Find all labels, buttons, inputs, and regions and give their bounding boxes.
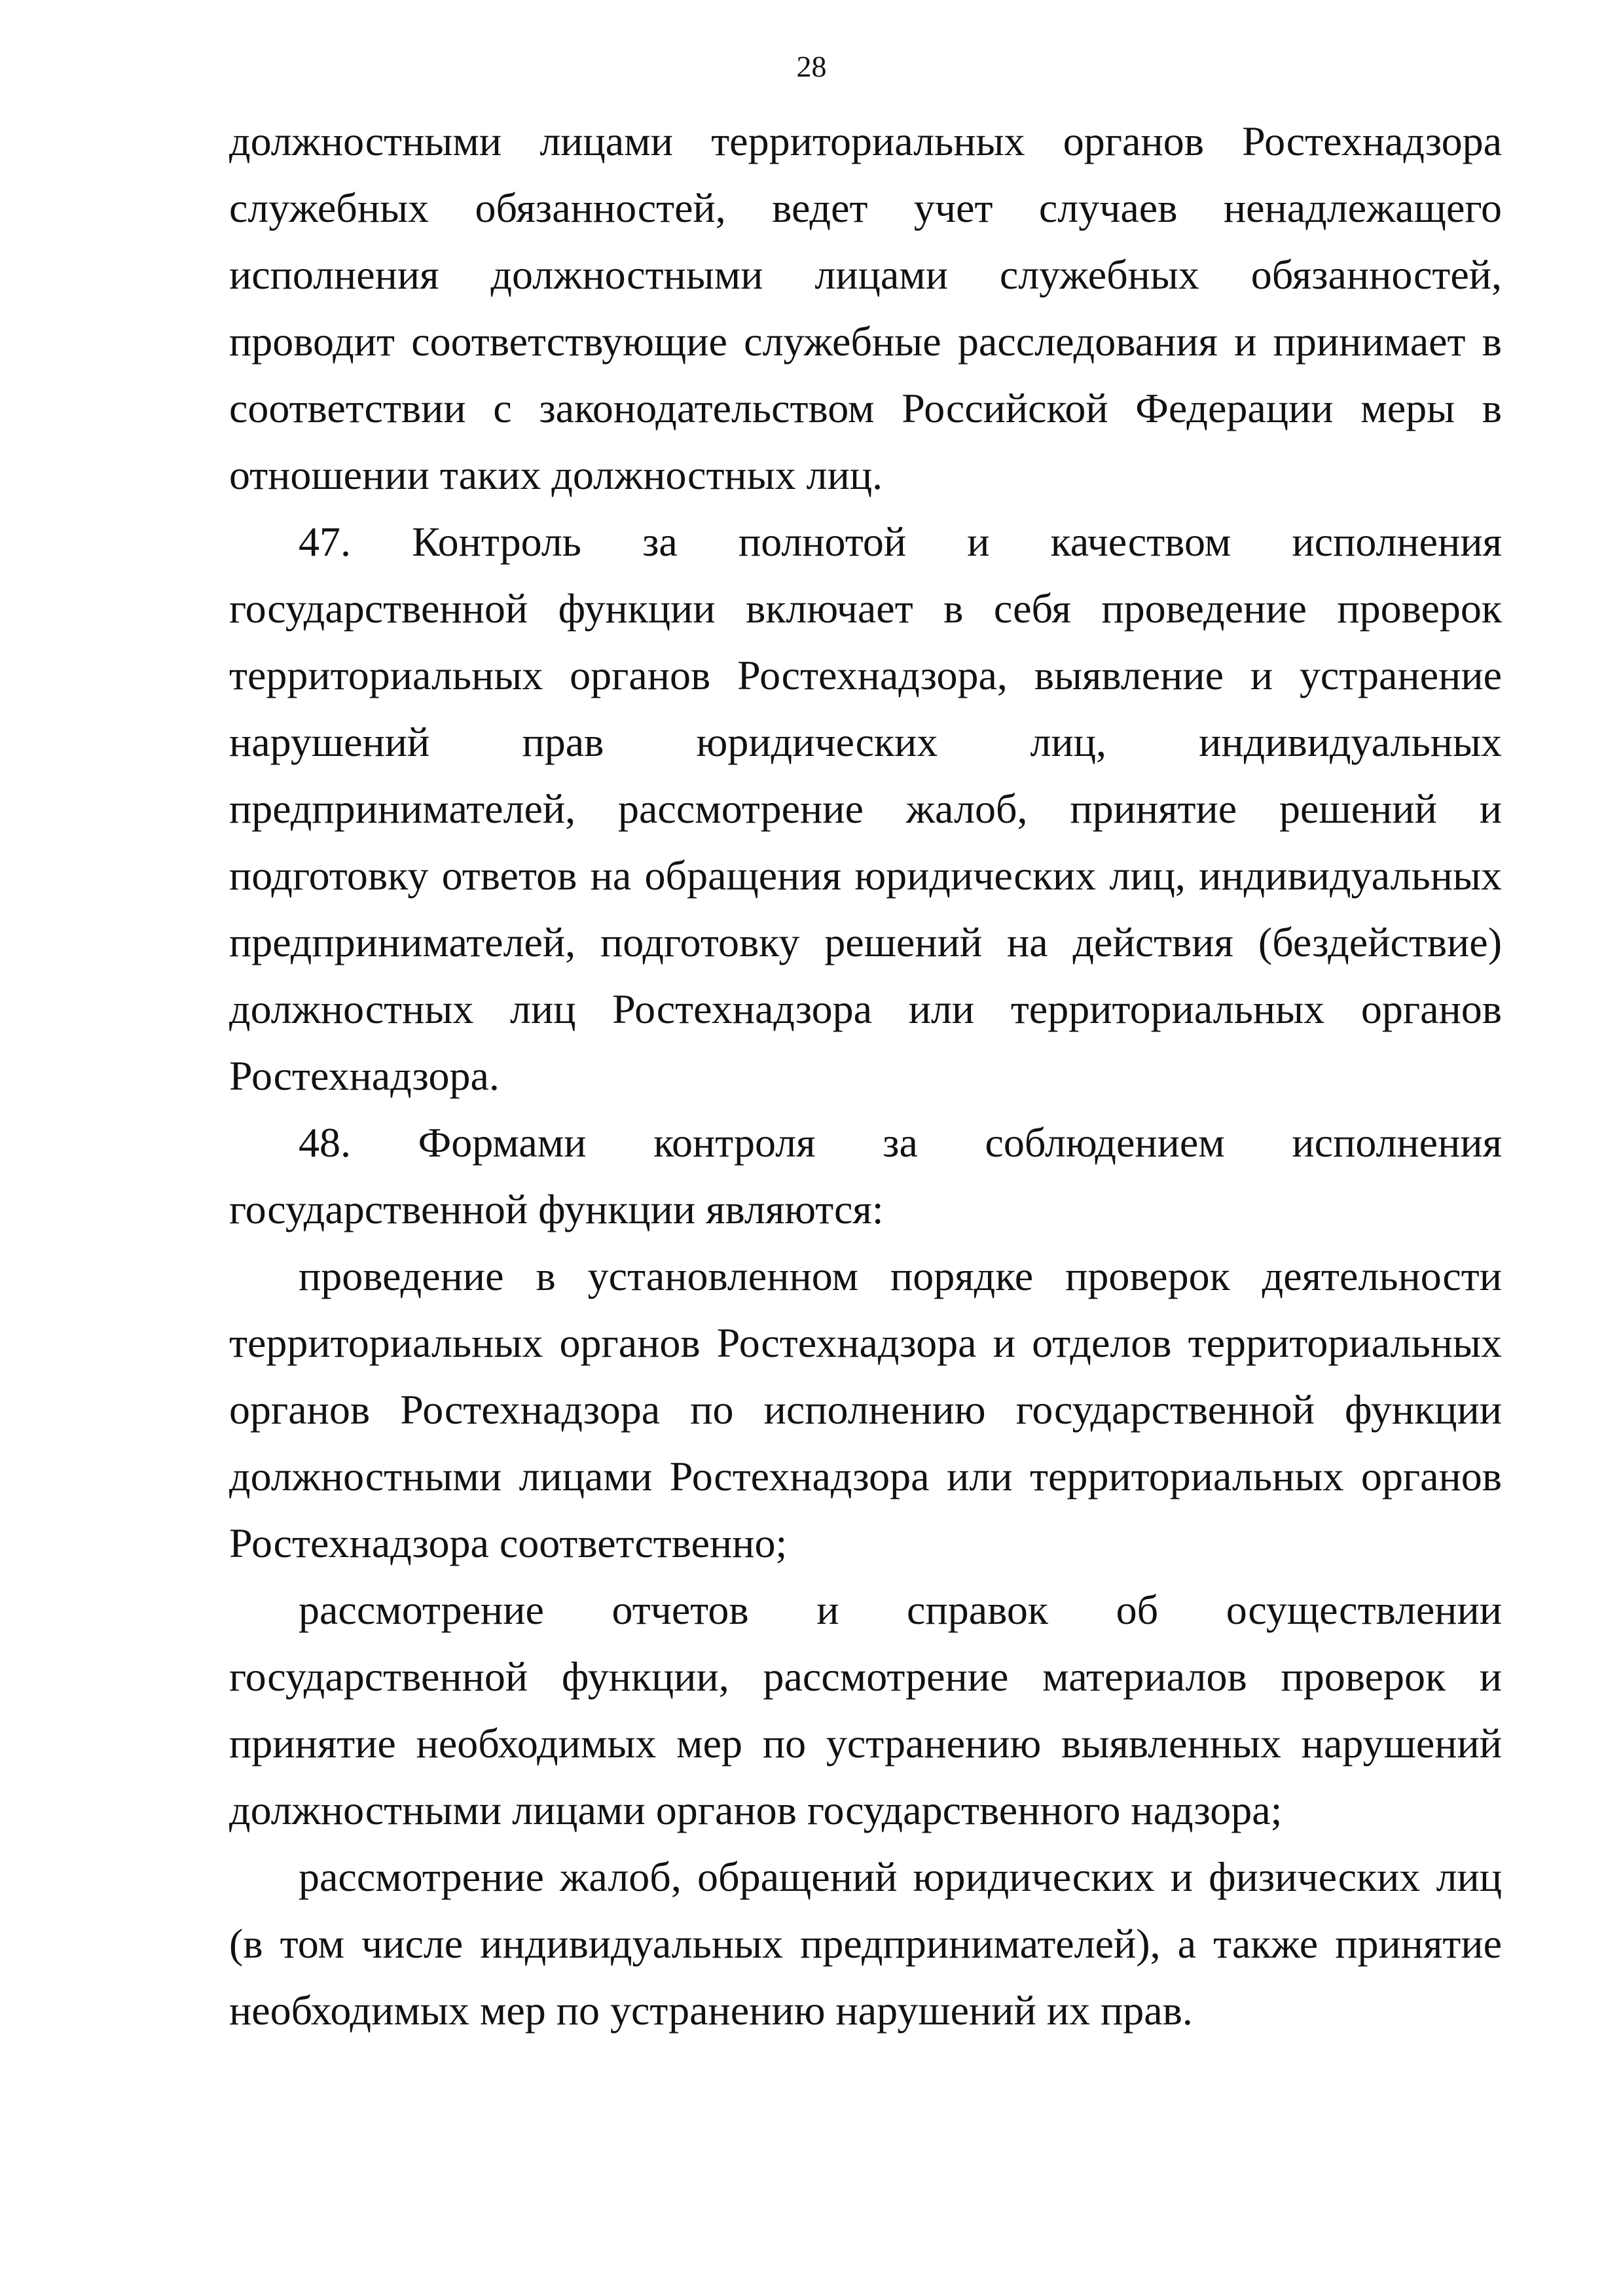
document-body bbox=[229, 108, 1502, 2044]
paragraph-48: 48. Формами контроля за соблюдением исполнения государственной функции являются: bbox=[229, 1119, 1502, 1232]
paragraph-47: 47. Контроль за полнотой и качеством исполнения государственной функции включает в себя проведение проверок территориальных органов Ростехнадзора, выявление и устранение нарушений прав юридических лиц, индивидуальных предпринимателей, рассмотрение жалоб, принятие решений и подготовку ответов на обращения юридических лиц, индивидуальных предпринимателей, подготовку решений на действия (бездействие) должностных лиц Ростехнадзора или территориальных органов Ростехнадзора. bbox=[229, 518, 1502, 1099]
page-number: 28 bbox=[796, 50, 827, 83]
paragraph-continuation: должностными лицами территориальных органов Ростехнадзора служебных обязанностей, ведет учет случаев ненадлежащего исполнения должностными лицами служебных обязанностей, проводит соответствующие служебные расследования и принимает в соответствии с законодательством Российской Федерации меры в отношении таких должностных лиц. bbox=[229, 118, 1502, 498]
list-item-reports-review: рассмотрение отчетов и справок об осуществлении государственной функции, рассмотрение материалов проверок и принятие необходимых мер по устранению выявленных нарушений должностными лицами органов государственного надзора; bbox=[229, 1587, 1502, 1833]
list-item-complaints-review: рассмотрение жалоб, обращений юридических и физических лиц (в том числе индивидуальных предпринимателей), а также принятие необходимых мер по устранению нарушений их прав. bbox=[229, 1854, 1502, 2034]
list-item-inspections: проведение в установленном порядке проверок деятельности территориальных органов Ростехнадзора и отделов территориальных органов Ростехнадзора по исполнению государственной функции должностными лицами Ростехнадзора или территориальных органов Ростехнадзора соответственно; bbox=[229, 1253, 1502, 1566]
